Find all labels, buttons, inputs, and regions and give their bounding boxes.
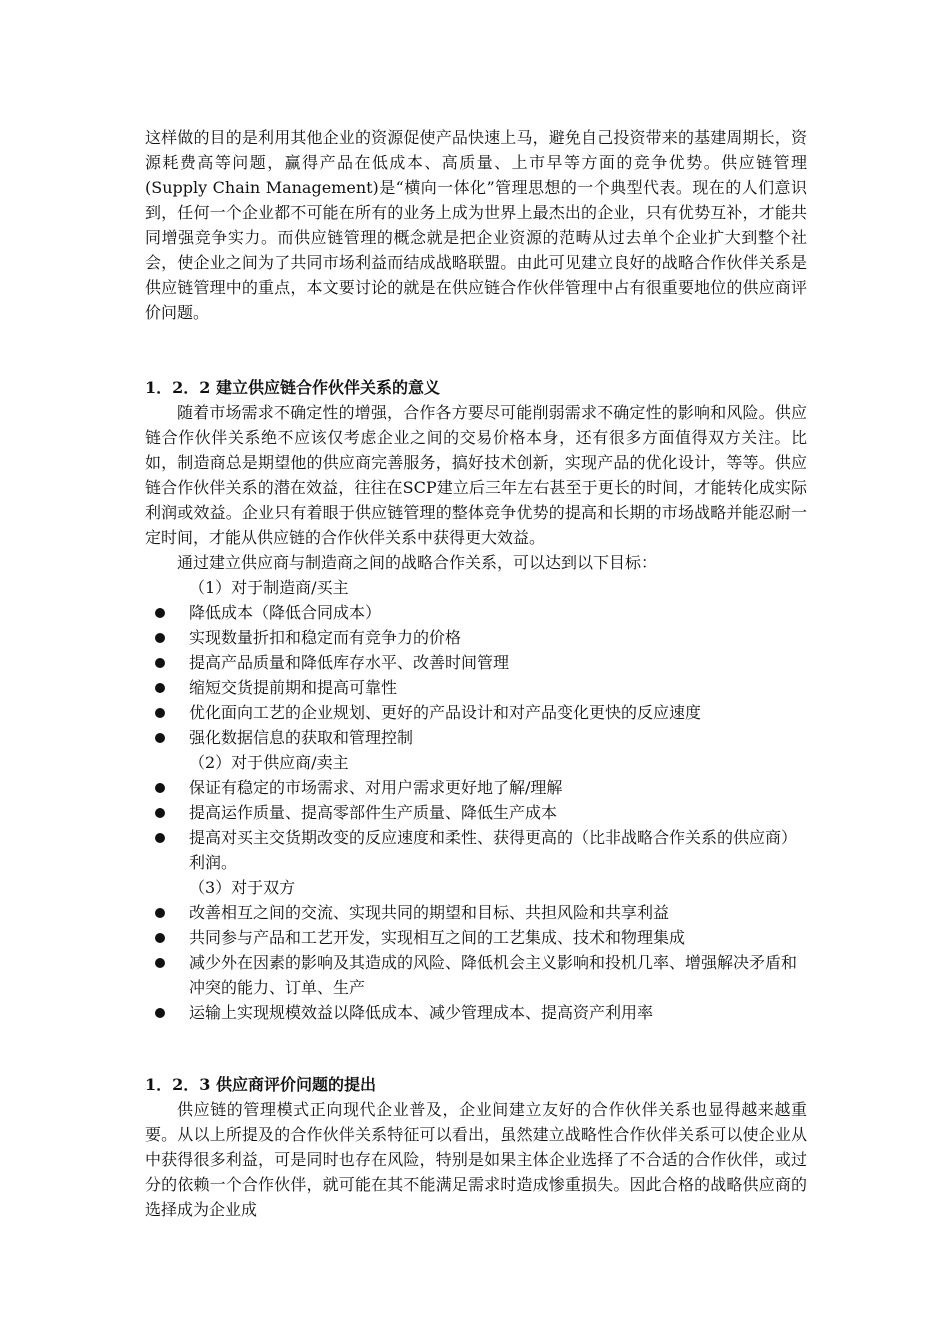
bullet-icon [155, 933, 165, 943]
bullet-icon [155, 783, 165, 793]
bullet-icon [155, 608, 165, 618]
list-item: 改善相互之间的交流、实现共同的期望和目标、共担风险和共享利益 [145, 900, 807, 925]
bullet-icon [155, 808, 165, 818]
list-item: 提高对买主交货期改变的反应速度和柔性、获得更高的（比非战略合作关系的供应商）利润。 [145, 825, 807, 875]
list-item: 保证有稳定的市场需求、对用户需求更好地了解/理解 [145, 775, 807, 800]
group-2-label: （2）对于供应商/卖主 [189, 753, 349, 772]
group-3-label: （3）对于双方 [189, 878, 296, 897]
bullet-icon [155, 633, 165, 643]
section-1-2-2 [145, 375, 807, 1025]
bullet-icon [155, 1008, 165, 1018]
list-item: 强化数据信息的获取和管理控制 [145, 725, 807, 750]
list-item: 优化面向工艺的企业规划、更好的产品设计和对产品变化更快的反应速度 [145, 700, 807, 725]
section-1-2-3-paragraph: 供应链的管理模式正向现代企业普及，企业间建立友好的合作伙伴关系也显得越来越重要。从以上所提及的合作伙伴关系特征可以看出，虽然建立战略性合作伙伴关系可以使企业从中获得很多利益，可是同时也存在风险，特别是如果主体企业选择了不合适的合作伙伴，或过分的依赖一个合作伙伴，就可能在其不能满足需求时造成惨重损失。因此合格的战略供应商的选择成为企业成 [145, 1100, 807, 1219]
group-1-label: （1）对于制造商/买主 [189, 578, 349, 597]
section-heading-1-2-2: 1．2．2 建立供应链合作伙伴关系的意义 [145, 378, 440, 397]
bullet-icon [155, 683, 165, 693]
list-item: 运输上实现规模效益以降低成本、减少管理成本、提高资产利用率 [145, 1000, 807, 1025]
list-item: 提高运作质量、提高零部件生产质量、降低生产成本 [145, 800, 807, 825]
section-1-2-3 [145, 1072, 807, 1222]
bullet-icon [155, 658, 165, 668]
list-item: 实现数量折扣和稳定而有竞争力的价格 [145, 625, 807, 650]
section-heading-1-2-3: 1．2．3 供应商评价问题的提出 [145, 1075, 376, 1094]
bullet-icon [155, 708, 165, 718]
intro-paragraph: 这样做的目的是利用其他企业的资源促使产品快速上马，避免自己投资带来的基建周期长，资源耗费高等问题，赢得产品在低成本、高质量、上市早等方面的竞争优势。供应链管理(Supply Chain Management)是“横向一体化”管理思想的一个典型代表。现在的人们意识到，任何一个企业都不可能在所有的业务上成为世界上最杰出的企业，只有优势互补，才能共同增强竞争实力。而供应链管理的概念就是把企业资源的范畴从过去单个企业扩大到整个社会，使企业之间为了共同市场利益而结成战略联盟。由此可见建立良好的战略合作伙伴关系是供应链管理中的重点，本文要讨论的就是在供应链合作伙伴管理中占有很重要地位的供应商评价问题。 [145, 128, 807, 322]
bullet-icon [155, 958, 165, 968]
list-item: 共同参与产品和工艺开发，实现相互之间的工艺集成、技术和物理集成 [145, 925, 807, 950]
list-item: 降低成本（降低合同成本） [145, 600, 807, 625]
section-1-2-2-paragraph-1: 随着市场需求不确定性的增强，合作各方要尽可能削弱需求不确定性的影响和风险。供应链合作伙伴关系绝不应该仅考虑企业之间的交易价格本身，还有很多方面值得双方关注。比如，制造商总是期望他的供应商完善服务，搞好技术创新，实现产品的优化设计，等等。供应链合作伙伴关系的潜在效益，往往在SCP建立后三年左右甚至于更长的时间，才能转化成实际利润或效益。企业只有着眼于供应链管理的整体竞争优势的提高和长期的市场战略并能忍耐一定时间，才能从供应链的合作伙伴关系中获得更大效益。 [145, 403, 807, 547]
bullet-icon [155, 833, 165, 843]
section-1-2-2-paragraph-2: 通过建立供应商与制造商之间的战略合作关系，可以达到以下目标： [177, 553, 658, 572]
bullet-icon [155, 733, 165, 743]
intro-paragraph-block [145, 125, 807, 325]
bullet-icon [155, 908, 165, 918]
list-item: 提高产品质量和降低库存水平、改善时间管理 [145, 650, 807, 675]
list-item: 缩短交货提前期和提高可靠性 [145, 675, 807, 700]
list-item: 减少外在因素的影响及其造成的风险、降低机会主义影响和投机几率、增强解决矛盾和冲突的能力、订单、生产 [145, 950, 807, 1000]
